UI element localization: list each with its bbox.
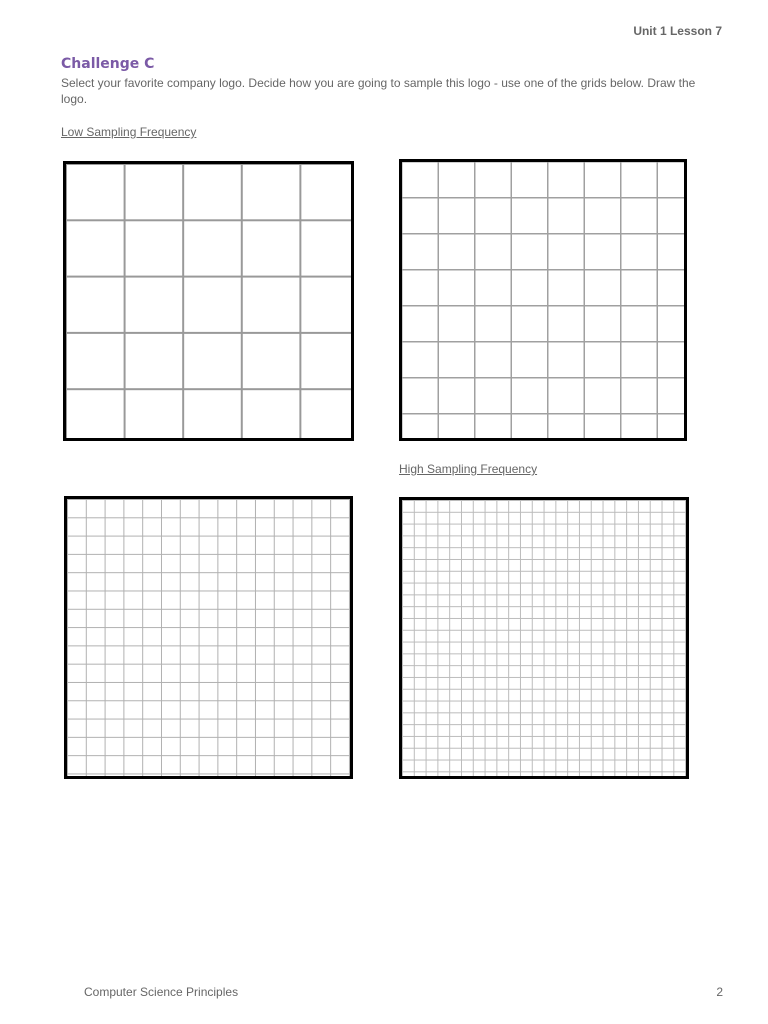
page-number: 2 [716, 985, 723, 999]
sampling-grid-coarse[interactable] [63, 161, 354, 441]
lesson-header: Unit 1 Lesson 7 [633, 24, 722, 38]
sampling-grid-fine[interactable] [64, 496, 353, 779]
footer-course: Computer Science Principles [84, 985, 239, 999]
high-sampling-label: High Sampling Frequency [399, 462, 538, 476]
low-sampling-label: Low Sampling Frequency [61, 125, 197, 139]
challenge-instructions: Select your favorite company logo. Decide how you are going to sample this logo - use one of the grids below. Draw the logo. [61, 76, 696, 106]
challenge-title: Challenge C [61, 56, 155, 72]
sampling-grid-finest[interactable] [399, 497, 689, 779]
sampling-grid-medium[interactable] [399, 159, 687, 441]
